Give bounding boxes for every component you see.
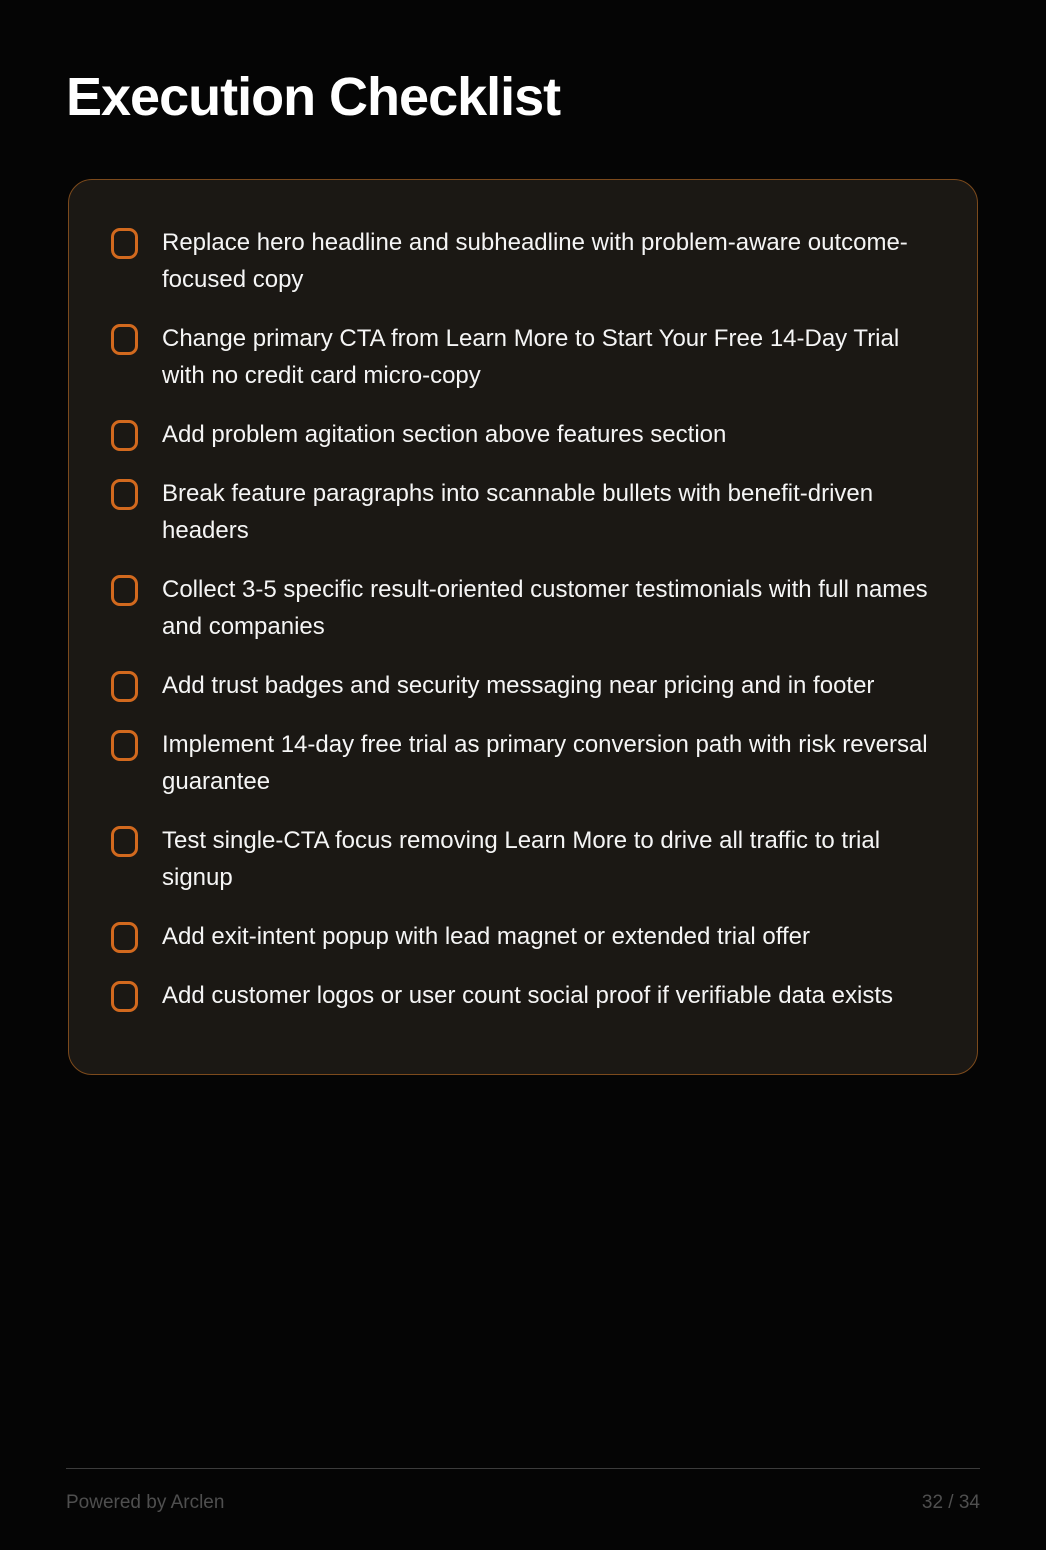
powered-by-label: Powered by Arclen: [66, 1492, 225, 1513]
checkbox-icon[interactable]: [111, 420, 138, 451]
checklist-item-label: Add trust badges and security messaging near pricing and in footer: [162, 672, 875, 700]
checkbox-icon[interactable]: [111, 324, 138, 355]
checkbox-icon[interactable]: [111, 730, 138, 761]
checklist-item: [111, 667, 937, 704]
checklist-item: [111, 224, 937, 298]
checklist-item-label: Test single-CTA focus removing Learn More to drive all traffic to trial signup: [162, 827, 881, 892]
checklist-item: [111, 320, 937, 394]
checklist: [111, 224, 937, 1014]
checklist-item-label: Change primary CTA from Learn More to Start Your Free 14-Day Trial with no credit card micro-copy: [162, 325, 900, 390]
checkbox-icon[interactable]: [111, 671, 138, 702]
checklist-item-label: Break feature paragraphs into scannable bullets with benefit-driven headers: [162, 480, 874, 545]
checklist-item: [111, 726, 937, 800]
checklist-item: [111, 822, 937, 896]
checkbox-icon[interactable]: [111, 826, 138, 857]
checklist-item-label: Add exit-intent popup with lead magnet or extended trial offer: [162, 923, 810, 951]
checkbox-icon[interactable]: [111, 575, 138, 606]
checklist-item-label: Implement 14-day free trial as primary conversion path with risk reversal guarantee: [162, 731, 928, 796]
checklist-card: [68, 179, 978, 1075]
checklist-item-label: Collect 3-5 specific result-oriented customer testimonials with full names and companies: [162, 576, 928, 641]
checklist-item-label: Add customer logos or user count social proof if verifiable data exists: [162, 982, 894, 1010]
page-footer: [66, 1468, 980, 1514]
checklist-item-label: Add problem agitation section above features section: [162, 421, 727, 449]
checklist-item-label: Replace hero headline and subheadline with problem-aware outcome-focused copy: [162, 229, 908, 294]
checklist-item: [111, 977, 937, 1014]
checklist-item: [111, 571, 937, 645]
checkbox-icon[interactable]: [111, 228, 138, 259]
checkbox-icon[interactable]: [111, 922, 138, 953]
checkbox-icon[interactable]: [111, 981, 138, 1012]
checklist-item: [111, 475, 937, 549]
checklist-item: [111, 918, 937, 955]
page-title: Execution Checklist: [66, 67, 561, 127]
checkbox-icon[interactable]: [111, 479, 138, 510]
page-number: 32 / 34: [921, 1492, 980, 1513]
checklist-item: [111, 416, 937, 453]
